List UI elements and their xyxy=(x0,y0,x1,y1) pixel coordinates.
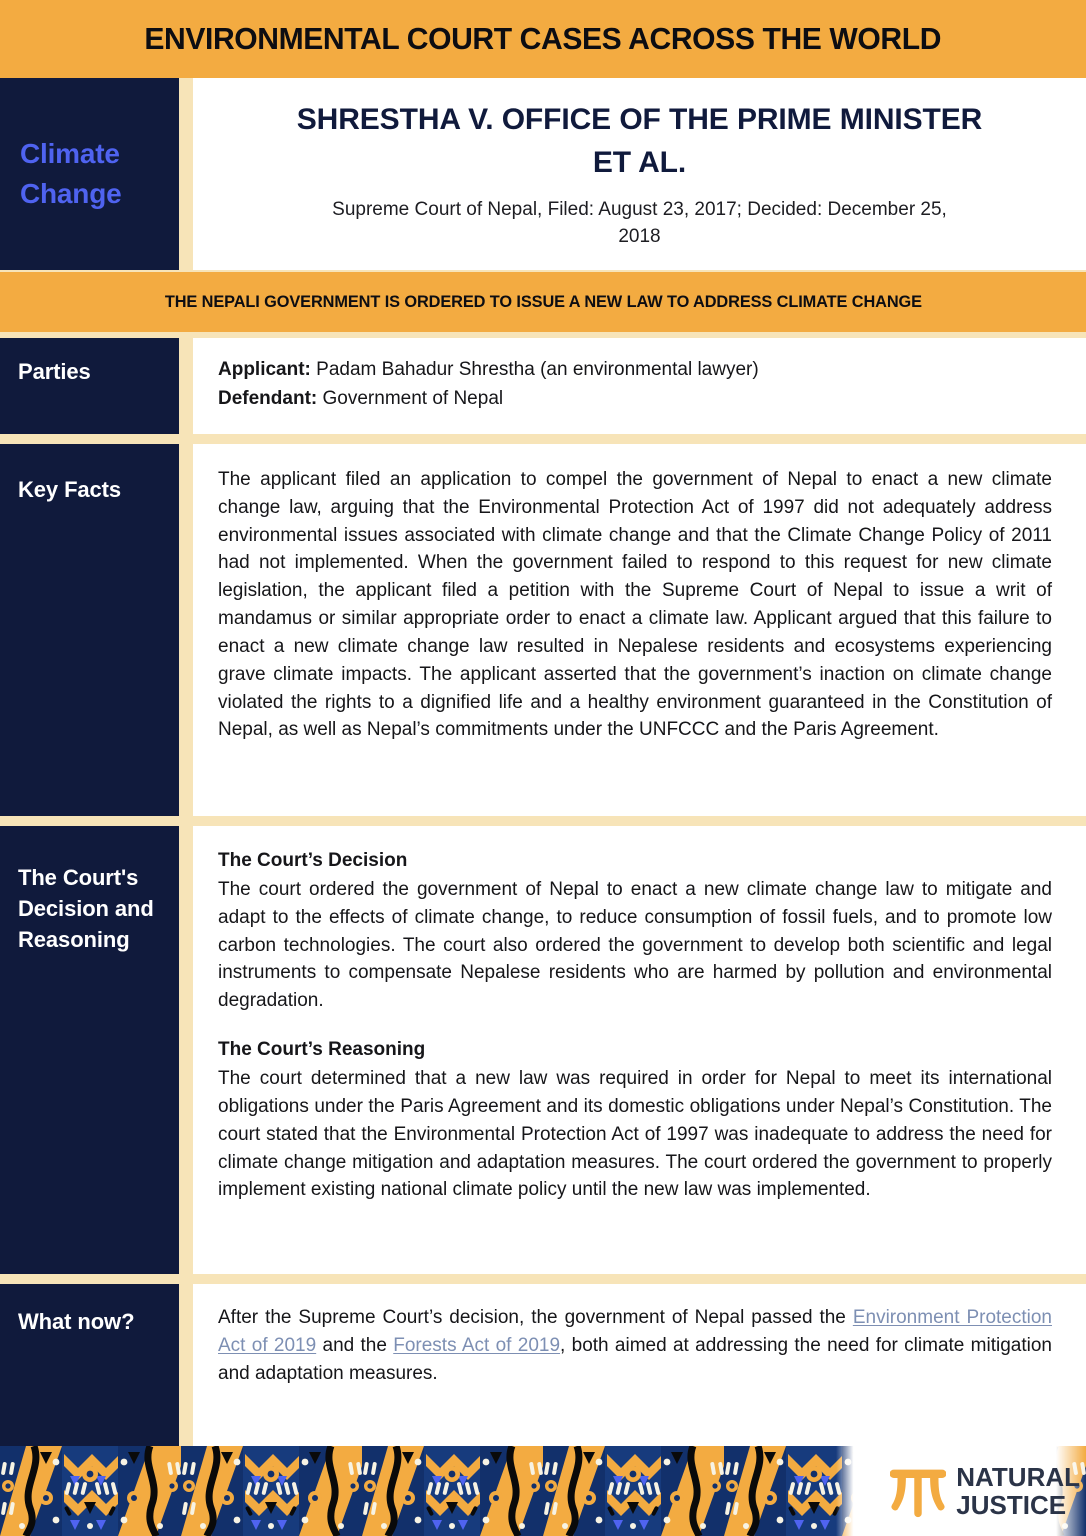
section-label-parties xyxy=(0,338,179,434)
highlight-text: THE NEPALI GOVERNMENT IS ORDERED TO ISSUE A NEW LAW TO ADDRESS CLIMATE CHANGE xyxy=(164,292,922,311)
section-parties xyxy=(0,338,1086,434)
section-label-text: Parties xyxy=(18,359,91,384)
section-key-facts xyxy=(0,444,1086,816)
section-body-what-now xyxy=(193,1284,1086,1454)
section-body-key-facts xyxy=(193,444,1086,816)
decision-heading: The Court’s Decision xyxy=(218,850,408,871)
section-label-text: Key Facts xyxy=(18,477,122,502)
section-label-decision xyxy=(0,826,179,1274)
reasoning-heading: The Court’s Reasoning xyxy=(218,1039,426,1061)
paragraph-spacer xyxy=(218,1015,1052,1037)
logo-line-1: NATURAL xyxy=(956,1462,1080,1492)
what-now-text-3: , both aimed at addressing the need for climate mitigation and adaptation measures. xyxy=(218,1334,1052,1384)
decision-paragraph: The court ordered the government of Nepal to enact a new climate change law to mitigate and adapt to the effects of climate change, to reduce consumption of fossil fuels, and to promote low carbon technologies. The court also ordered the government to develop both scientific and legal instruments to compensate Nepalese residents who are harmed by pollution and environmental degradation. xyxy=(218,878,1052,1012)
parties-defendant-line xyxy=(218,385,1052,414)
category-label-line1: Climate xyxy=(20,138,120,170)
defendant-label: Defendant: xyxy=(218,387,318,409)
case-title: SHRESTHA V. OFFICE OF THE PRIME MINISTER ET AL. xyxy=(296,102,983,180)
logo-line-2: JUSTICE xyxy=(956,1490,1067,1520)
case-subtitle: Supreme Court of Nepal, Filed: August 23, 2017; Decided: December 25, 2018 xyxy=(332,198,947,247)
category-label-line2: Change xyxy=(20,178,122,209)
case-header-row xyxy=(0,78,1086,270)
page-title: ENVIRONMENTAL COURT CASES ACROSS THE WORLD xyxy=(144,21,942,56)
what-now-paragraph xyxy=(218,1304,1052,1387)
section-label-text: The Court's Decision and Reasoning xyxy=(18,865,154,953)
section-body-parties xyxy=(193,338,1086,434)
section-decision-reasoning xyxy=(0,826,1086,1274)
reasoning-paragraph: The court determined that a new law was required in order for Nepal to meet its international obligations under the Paris Agreement and its domestic obligations under Nepal’s Constitution. The court stated that the Environmental Protection Act of 1997 was inadequate to address the need for climate change mitigation and adaptation measures. The court ordered the government to properly implement existing national climate policy until the new law was implemented. xyxy=(218,1068,1052,1201)
applicant-label: Applicant: xyxy=(218,359,311,380)
what-now-text-2: and the xyxy=(316,1334,394,1356)
category-badge xyxy=(0,78,179,270)
top-banner xyxy=(0,0,1086,78)
section-what-now xyxy=(0,1284,1086,1454)
logo-wrap xyxy=(890,1464,1080,1518)
logo-text xyxy=(956,1464,1080,1518)
highlight-banner xyxy=(0,272,1086,332)
defendant-value: Government of Nepal xyxy=(317,387,504,409)
link-forests-act[interactable]: Forests Act of 2019 xyxy=(393,1334,561,1356)
section-label-key-facts xyxy=(0,444,179,816)
section-label-what-now xyxy=(0,1284,179,1454)
case-header xyxy=(193,78,1086,270)
key-facts-paragraph: The applicant filed an application to compel the government of Nepal to enact a new climate change law, arguing that the Environmental Protection Act of 1997 did not adequately address environmental issues associated with climate change and that the Climate Change Policy of 2011 had not implemented. When the government failed to respond to this request for new climate legislation, the applicant filed a petition with the Supreme Court of Nepal to issue a writ of mandamus or similar appropriate order to enact a climate law. Applicant argued that this failure to enact a new climate change law resulted in Nepalese residents and ecosystems experiencing grave climate impacts. The applicant asserted that the government’s inaction on climate change violated the rights to a dignified life and a healthy environment guaranteed in the Constitution of Nepal, as well as Nepal’s commitments under the UNFCCC and the Paris Agreement. xyxy=(218,469,1052,741)
section-body-decision xyxy=(193,826,1086,1274)
section-label-text: What now? xyxy=(18,1309,135,1334)
link-environment-protection-act[interactable]: Environment Protection Act of 2019 xyxy=(218,1307,1052,1356)
applicant-value: Padam Bahadur Shrestha (an environmental lawyer) xyxy=(310,359,759,380)
what-now-text-1: After the Supreme Court’s decision, the government of Nepal passed the xyxy=(218,1307,853,1328)
parties-applicant-line xyxy=(218,356,1052,385)
stool-icon xyxy=(890,1464,946,1518)
footer-logo xyxy=(836,1446,1086,1536)
